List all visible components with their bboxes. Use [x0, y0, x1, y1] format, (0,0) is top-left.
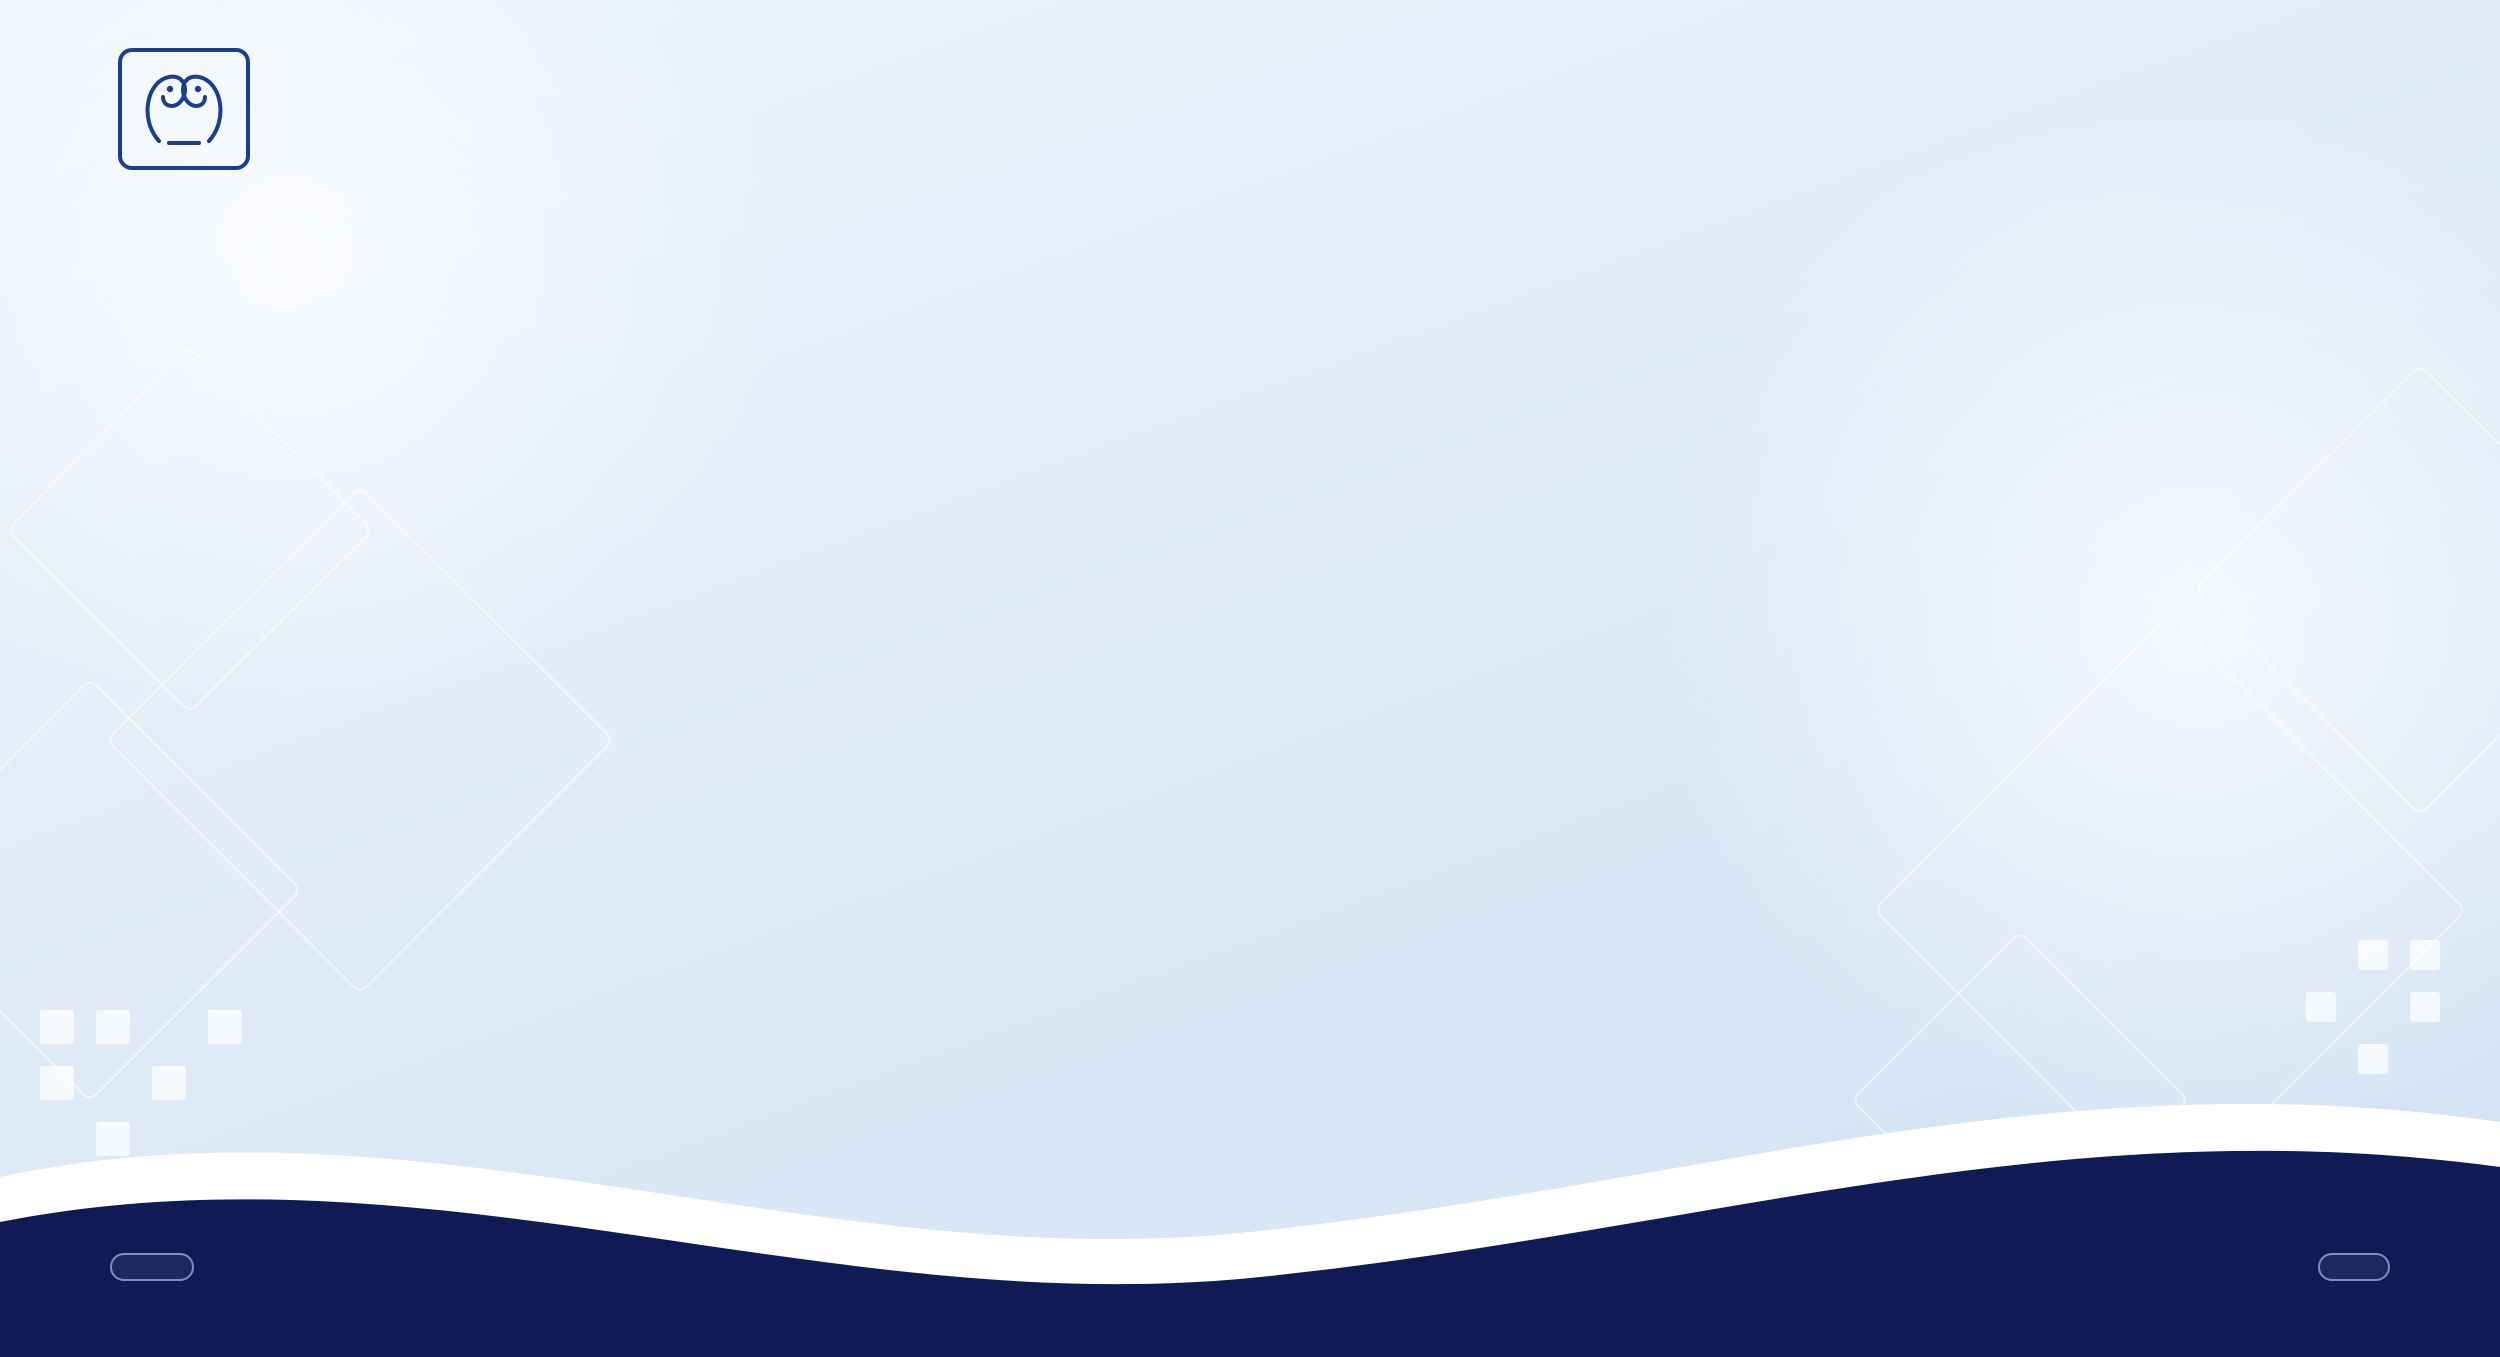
- website-chip[interactable]: [110, 1253, 194, 1281]
- background-square: [96, 1122, 130, 1156]
- background-square: [96, 1010, 130, 1044]
- background-square: [2410, 940, 2440, 970]
- background-square: [2358, 1044, 2388, 1074]
- background-square: [2306, 992, 2336, 1022]
- background-square: [2410, 992, 2440, 1022]
- background-square: [152, 1066, 186, 1100]
- background-square: [40, 1010, 74, 1044]
- public-relations-chip: [2318, 1253, 2390, 1281]
- university-logo: [100, 34, 780, 184]
- background-square: [208, 1010, 242, 1044]
- background-square: [2358, 940, 2388, 970]
- footer-bar: [0, 1187, 2500, 1357]
- guilan-university-monogram-icon: [118, 48, 250, 170]
- background-square: [40, 1066, 74, 1100]
